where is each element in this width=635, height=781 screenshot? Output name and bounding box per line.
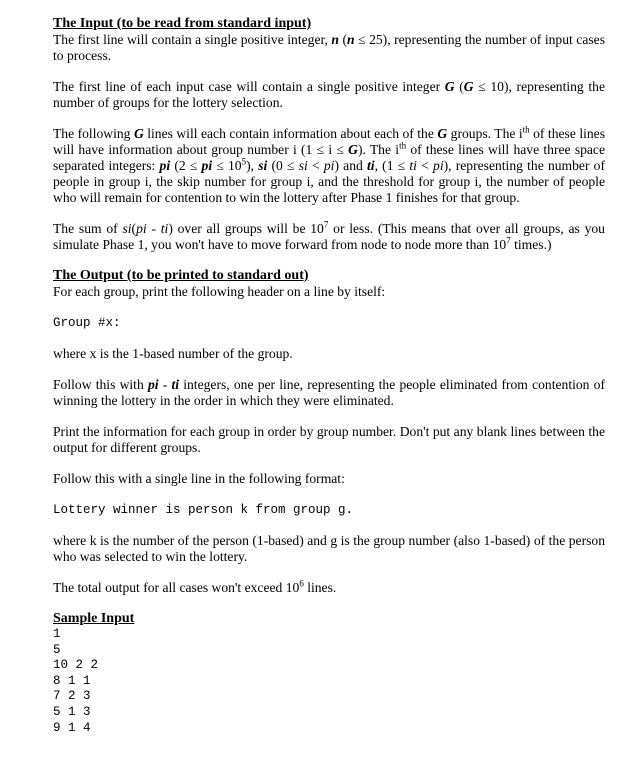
text: ≤ 25), representing the number of input cases to process. bbox=[53, 32, 605, 63]
sample-line: 9 1 4 bbox=[53, 720, 91, 735]
text: of these lines will have information about group number i (1 ≤ i ≤ bbox=[53, 126, 605, 157]
output-heading: The Output (to be printed to standard out) bbox=[53, 268, 309, 283]
output-paragraph-1: For each group, print the following header on a line by itself: bbox=[53, 284, 386, 299]
sample-input-block bbox=[53, 627, 605, 736]
var-pi: pi bbox=[433, 158, 444, 173]
text: The following bbox=[53, 126, 134, 141]
var-si: si bbox=[122, 221, 132, 236]
text: , (1 ≤ bbox=[374, 158, 410, 173]
input-paragraph-4 bbox=[53, 221, 605, 253]
var-ti: ti bbox=[409, 158, 417, 173]
var-g: G bbox=[444, 79, 455, 94]
text: lines will each contain information about each of the bbox=[143, 126, 438, 141]
var-n: n bbox=[347, 32, 355, 47]
var-pi: pi bbox=[159, 158, 171, 173]
text: Follow this with bbox=[53, 377, 148, 392]
text: groups. The i bbox=[447, 126, 523, 141]
sample-line: 1 bbox=[53, 627, 61, 641]
text: (2 ≤ bbox=[170, 158, 202, 173]
input-paragraph-3 bbox=[53, 126, 605, 206]
output-paragraph-5: Follow this with a single line in the following format: bbox=[53, 471, 345, 486]
problem-document bbox=[53, 16, 605, 736]
sample-line: 8 1 1 bbox=[53, 673, 91, 688]
text: - bbox=[146, 221, 161, 236]
output-paragraph-4: Print the information for each group in order by group number. Don't put any blank lines between the output for different groups. bbox=[53, 424, 605, 455]
text: < bbox=[307, 158, 324, 173]
input-paragraph-1 bbox=[53, 32, 605, 64]
text: times.) bbox=[510, 237, 552, 252]
text: ( bbox=[454, 79, 464, 94]
text: (0 ≤ bbox=[267, 158, 299, 173]
text: integers, one per line, representing the people eliminated from contention of winning the lottery in the order in which they were eliminated. bbox=[53, 377, 605, 408]
text: ≤ 10), representing the number of groups for the lottery selection. bbox=[53, 79, 605, 110]
text: or less. (This means that over all groups, as you simulate Phase 1, you won't have to move forward from node to node more than 10 bbox=[53, 221, 605, 252]
var-pi: pi bbox=[147, 377, 159, 392]
sample-line: 5 1 3 bbox=[53, 704, 91, 719]
text: ), representing the number of people in group i, the skip number for group i, and the threshold for group i, the number of people who will remain for contention to win the lottery after Phase 1 finishes for that group. bbox=[53, 158, 605, 205]
var-si: si bbox=[298, 158, 308, 173]
var-pi: pi bbox=[323, 158, 335, 173]
text: of these lines will have three space separated integers: bbox=[53, 142, 606, 173]
var-g: G bbox=[437, 126, 448, 141]
superscript: 7 bbox=[323, 219, 329, 230]
superscript: 7 bbox=[506, 235, 511, 246]
var-n: n bbox=[331, 32, 339, 47]
sample-input-heading: Sample Input bbox=[53, 611, 135, 626]
text: The sum of bbox=[53, 221, 123, 236]
text: < bbox=[416, 158, 434, 173]
var-ti: ti bbox=[367, 158, 375, 173]
var-pi: pi bbox=[201, 158, 213, 173]
sample-line: 10 2 2 bbox=[53, 658, 99, 673]
text: ) over all groups will be 10 bbox=[168, 221, 324, 236]
text: ), bbox=[246, 158, 259, 173]
input-heading: The Input (to be read from standard input) bbox=[53, 16, 312, 31]
text: ( bbox=[338, 32, 348, 47]
output-paragraph-3 bbox=[53, 377, 605, 409]
sample-line: 7 2 3 bbox=[53, 689, 91, 704]
var-si: si bbox=[258, 158, 268, 173]
text: The first line of each input case will contain a single positive integer bbox=[53, 79, 445, 94]
text: The first line will contain a single positive integer, bbox=[53, 32, 332, 47]
output-paragraph-7 bbox=[53, 580, 605, 596]
superscript: th bbox=[399, 140, 407, 151]
code-winner-line: Lottery winner is person k from group g. bbox=[53, 503, 354, 517]
var-ti: ti bbox=[160, 221, 169, 236]
text: ( bbox=[131, 221, 137, 236]
sample-line: 5 bbox=[53, 642, 61, 657]
var-g: G bbox=[348, 142, 358, 157]
output-paragraph-2: where x is the 1-based number of the group. bbox=[53, 346, 293, 361]
var-ti: ti bbox=[171, 377, 180, 392]
text: ) and bbox=[334, 158, 368, 173]
var-pi: pi bbox=[136, 221, 147, 236]
text: - bbox=[158, 377, 172, 392]
output-paragraph-6: where k is the number of the person (1-based) and g is the group number (also 1-based) of the person who was selected to win the lottery. bbox=[53, 533, 605, 564]
var-g: G bbox=[133, 126, 144, 141]
text: lines. bbox=[303, 580, 337, 595]
superscript: 5 bbox=[241, 156, 247, 167]
code-group-header: Group #x: bbox=[53, 316, 121, 330]
text: The total output for all cases won't exceed 10 bbox=[53, 580, 300, 595]
superscript: th bbox=[522, 124, 530, 135]
text: ). The i bbox=[357, 142, 400, 157]
var-g: G bbox=[463, 79, 474, 94]
input-paragraph-2 bbox=[53, 79, 605, 111]
text: ≤ 10 bbox=[212, 158, 242, 173]
superscript: 6 bbox=[299, 578, 304, 589]
